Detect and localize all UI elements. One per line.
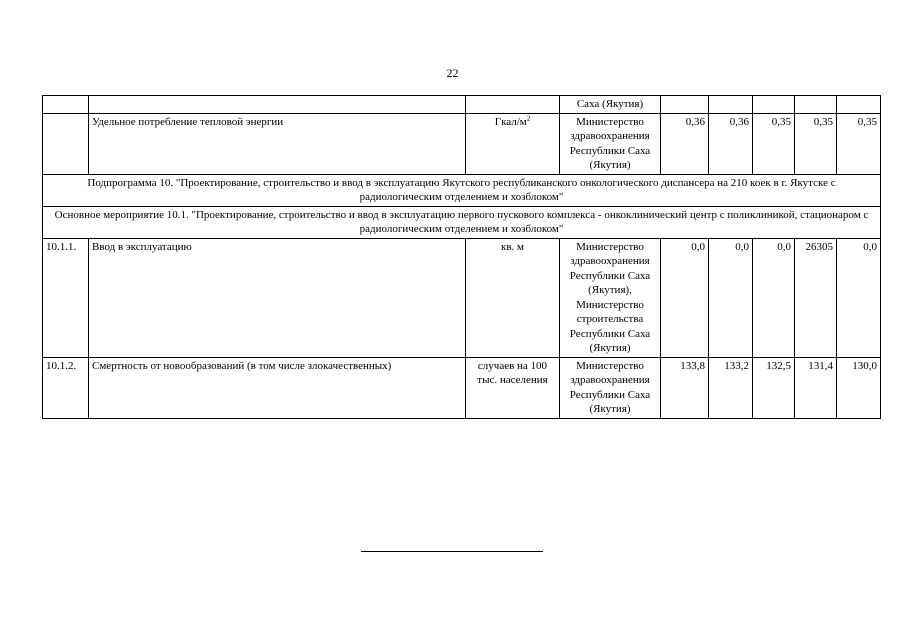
footer-divider — [361, 551, 543, 552]
table-row — [43, 357, 881, 418]
value-cell — [753, 96, 795, 114]
value-cell: 132,5 — [753, 357, 795, 418]
row-number — [43, 113, 89, 174]
indicator-name: Удельное потребление тепловой энергии — [89, 113, 466, 174]
indicator-name: Смертность от новообразований (в том числе злокачественных) — [89, 357, 466, 418]
main-measure-heading: Основное мероприятие 10.1. "Проектирование, строительство и ввод в эксплуатацию первого пускового комплекса - онкоклинический центр с поликлиникой, стационаром с радиологическим отделением и хозблоком" — [43, 206, 881, 238]
unit-cell — [466, 113, 560, 174]
value-cell: 0,35 — [837, 113, 881, 174]
indicator-name: Ввод в эксплуатацию — [89, 238, 466, 357]
unit-base: Гкал/м — [494, 115, 527, 128]
value-cell: 0,35 — [795, 113, 837, 174]
value-cell — [837, 96, 881, 114]
unit-cell: кв. м — [466, 238, 560, 357]
unit-cell: случаев на 100 тыс. населения — [466, 357, 560, 418]
table-row — [43, 96, 881, 114]
indicators-table — [42, 95, 881, 419]
unit-cell — [466, 96, 560, 114]
row-number: 10.1.2. — [43, 357, 89, 418]
table-row — [43, 113, 881, 174]
responsible-cell: Министерство здравоохранения Республики Саха (Якутия) — [560, 113, 661, 174]
row-number — [43, 96, 89, 114]
row-number: 10.1.1. — [43, 238, 89, 357]
value-cell: 133,2 — [709, 357, 753, 418]
responsible-cell: Министерство здравоохранения Республики Саха (Якутия) — [560, 357, 661, 418]
value-cell: 133,8 — [661, 357, 709, 418]
page-number: 22 — [446, 66, 459, 80]
subprogram-heading: Подпрограмма 10. "Проектирование, строительство и ввод в эксплуатацию Якутского республиканского онкологического диспансера на 210 коек в г. Якутске с радиологическим отделением и хозблоком" — [43, 174, 881, 206]
value-cell: 0,36 — [709, 113, 753, 174]
value-cell: 130,0 — [837, 357, 881, 418]
table-row — [43, 174, 881, 206]
value-cell: 0,0 — [709, 238, 753, 357]
indicator-name — [89, 96, 466, 114]
table-row — [43, 238, 881, 357]
value-cell: 0,35 — [753, 113, 795, 174]
value-cell: 0,0 — [661, 238, 709, 357]
value-cell: 0,0 — [753, 238, 795, 357]
value-cell — [661, 96, 709, 114]
responsible-cell: Министерство здравоохранения Республики Саха (Якутия), Министерство строительства Республики Саха (Якутия) — [560, 238, 661, 357]
responsible-cell: Саха (Якутия) — [560, 96, 661, 114]
value-cell: 131,4 — [795, 357, 837, 418]
value-cell: 0,0 — [837, 238, 881, 357]
table-row — [43, 206, 881, 238]
unit-superscript: 2 — [526, 113, 531, 122]
value-cell: 0,36 — [661, 113, 709, 174]
value-cell — [795, 96, 837, 114]
value-cell: 26305 — [795, 238, 837, 357]
value-cell — [709, 96, 753, 114]
